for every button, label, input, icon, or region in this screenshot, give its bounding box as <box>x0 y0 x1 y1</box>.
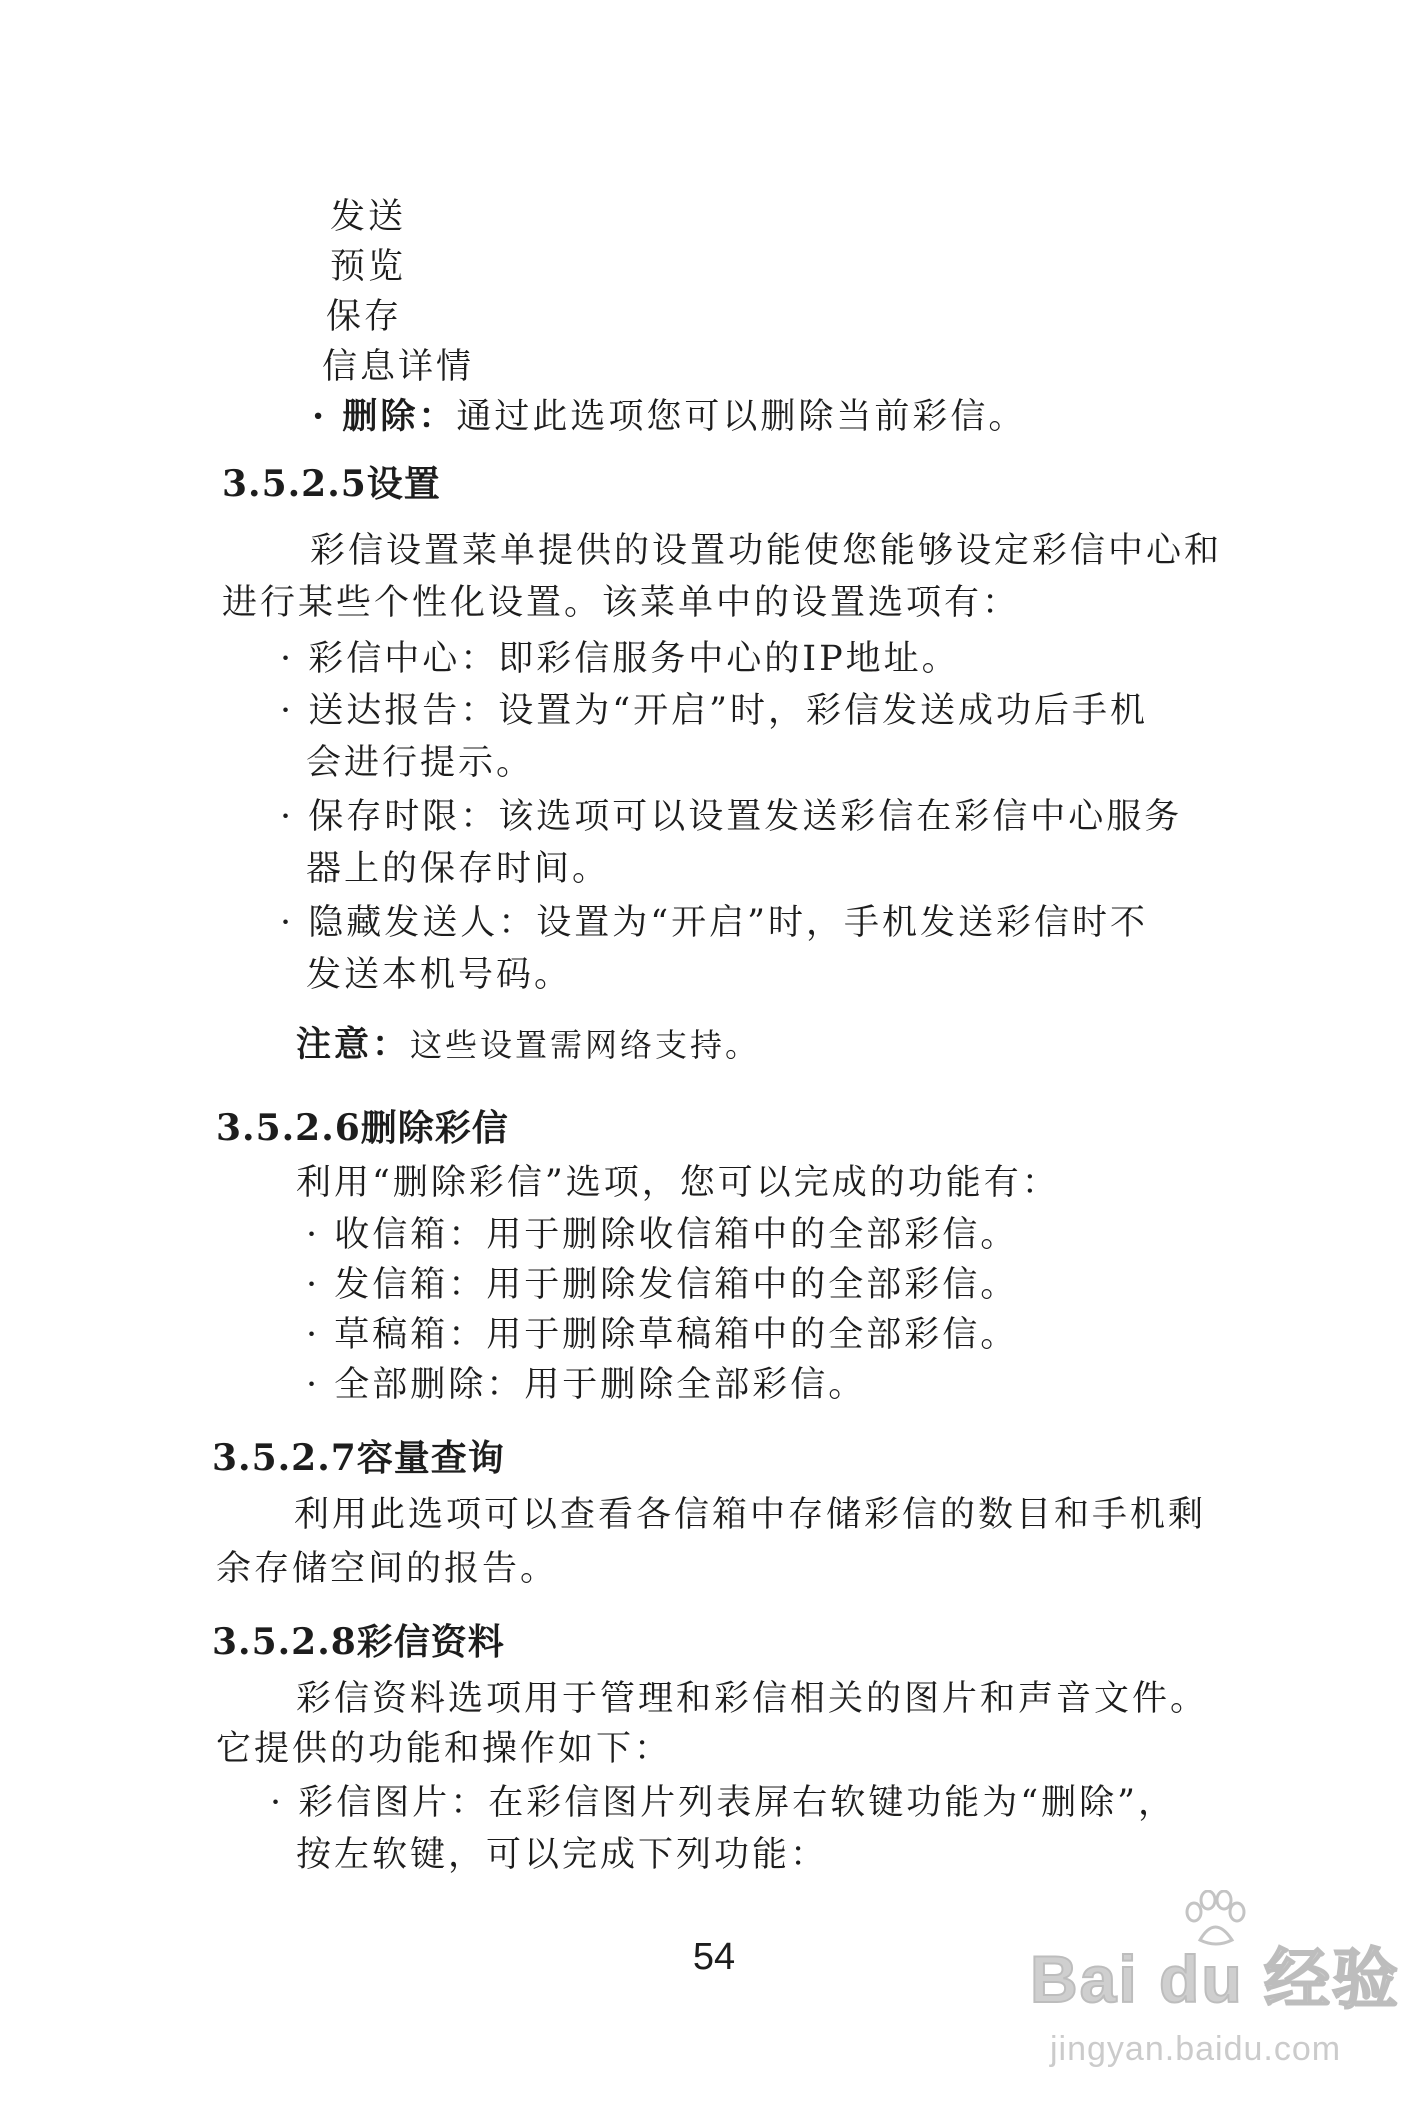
bullet-drafts: · 草稿箱：用于删除草稿箱中的全部彩信。 <box>306 1315 1019 1355</box>
menu-item-preview: 预览 <box>330 247 407 287</box>
watermark-url: jingyan.baidu.com <box>1050 2030 1342 2068</box>
bullet-delete-text: 通过此选项您可以删除当前彩信。 <box>456 397 1027 437</box>
menu-item-info-detail: 信息详情 <box>322 347 475 387</box>
paragraph-capacity-2: 余存储空间的报告。 <box>216 1549 559 1589</box>
paragraph-delete-mms: 利用“删除彩信”选项，您可以完成的功能有： <box>296 1163 1060 1203</box>
bullet-mms-center: · 彩信中心：即彩信服务中心的IP地址。 <box>280 639 960 679</box>
bullet-inbox: · 收信箱：用于删除收信箱中的全部彩信。 <box>306 1215 1019 1255</box>
bullet-save-period-2: 器上的保存时间。 <box>306 849 611 889</box>
paragraph-materials-2: 它提供的功能和操作如下： <box>216 1729 673 1769</box>
paragraph-capacity-1: 利用此选项可以查看各信箱中存储彩信的数目和手机剩 <box>294 1495 1207 1535</box>
bullet-delivery-report-1: · 送达报告：设置为“开启”时，彩信发送成功后手机 <box>280 691 1149 731</box>
watermark-logo-text: Bai du 经验 <box>1030 1942 1401 2016</box>
section-heading-capacity: 3.5.2.7容量查询 <box>212 1437 505 1479</box>
bullet-delivery-report-2: 会进行提示。 <box>306 743 535 783</box>
bullet-delete-label: · 删除： <box>312 396 457 437</box>
menu-item-send: 发送 <box>330 197 407 237</box>
bullet-hide-sender-1: · 隐藏发送人：设置为“开启”时，手机发送彩信时不 <box>280 903 1149 943</box>
paragraph-settings-2: 进行某些个性化设置。该菜单中的设置选项有： <box>222 583 1021 623</box>
paragraph-settings-1: 彩信设置菜单提供的设置功能使您能够设定彩信中心和 <box>310 531 1223 571</box>
section-heading-delete-mms: 3.5.2.6删除彩信 <box>216 1107 509 1149</box>
page-number: 54 <box>692 1936 736 1978</box>
note <box>296 1024 760 1066</box>
note-text: 这些设置需网络支持。 <box>410 1026 761 1064</box>
paragraph-materials-1: 彩信资料选项用于管理和彩信相关的图片和声音文件。 <box>296 1679 1209 1719</box>
bullet-mms-pictures-2: 按左软键，可以完成下列功能： <box>296 1835 829 1875</box>
section-heading-settings: 3.5.2.5设置 <box>222 463 441 505</box>
bullet-delete-all: · 全部删除：用于删除全部彩信。 <box>306 1365 867 1405</box>
bullet-hide-sender-2: 发送本机号码。 <box>306 955 573 995</box>
section-heading-mms-materials: 3.5.2.8彩信资料 <box>212 1621 505 1663</box>
baidu-watermark <box>1020 1890 1420 2100</box>
bullet-save-period-1: · 保存时限：该选项可以设置发送彩信在彩信中心服务 <box>280 797 1183 837</box>
note-label: 注意： <box>296 1025 411 1065</box>
bullet-outbox: · 发信箱：用于删除发信箱中的全部彩信。 <box>306 1265 1019 1305</box>
bullet-delete <box>312 396 1026 438</box>
bullet-mms-pictures-1: · 彩信图片：在彩信图片列表屏右软键功能为“删除”， <box>270 1783 1177 1823</box>
menu-item-save: 保存 <box>326 297 403 337</box>
